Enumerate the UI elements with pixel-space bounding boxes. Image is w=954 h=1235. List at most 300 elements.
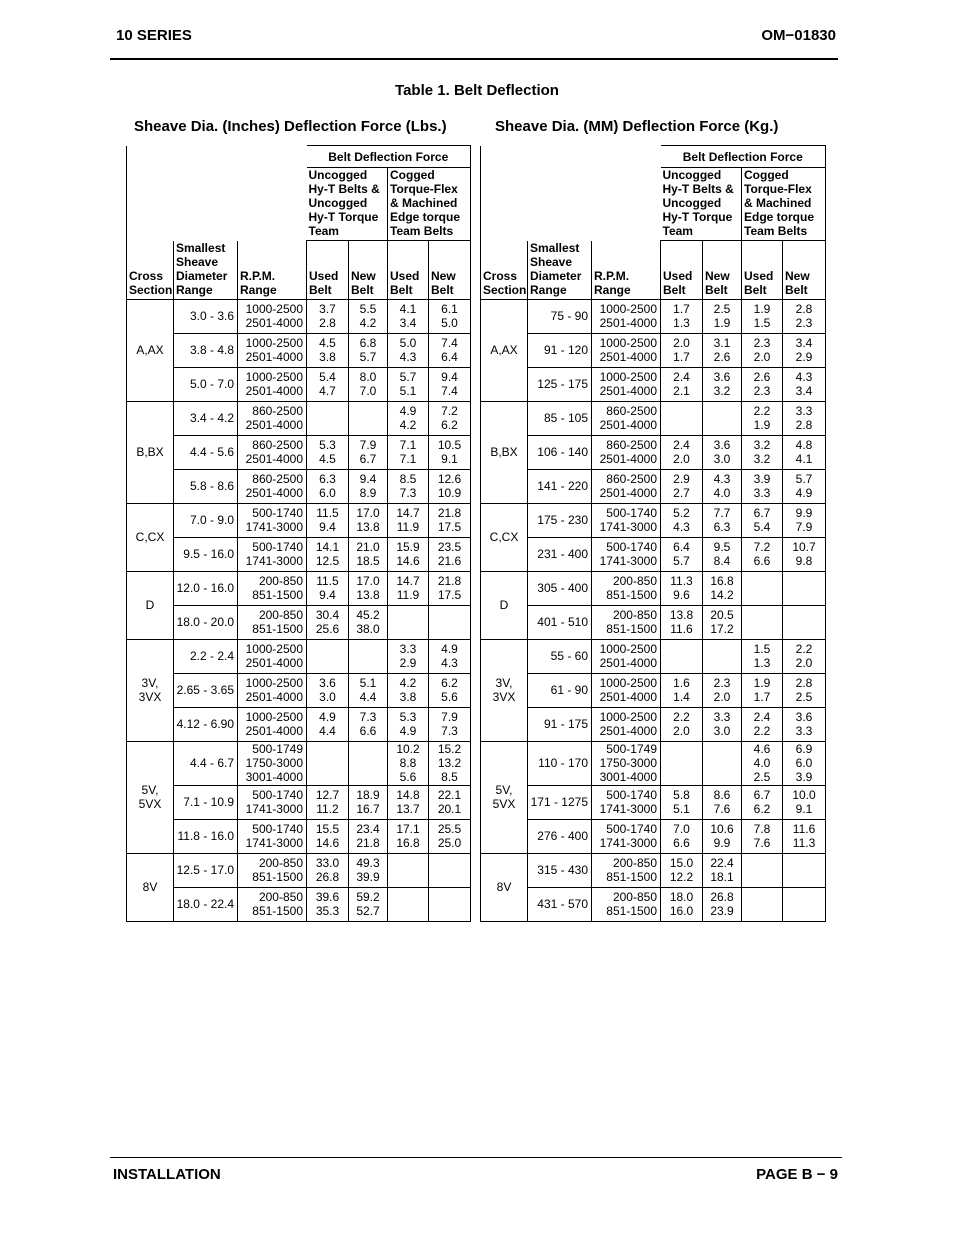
cell-line: 26.8 <box>315 870 340 884</box>
cell-line: 4.2 <box>399 676 417 690</box>
force-value-cell <box>661 503 703 537</box>
rpm-range-cell <box>592 435 661 469</box>
rpm-range-cell <box>238 401 307 435</box>
force-value-cell <box>349 639 388 673</box>
force-value-cell <box>742 537 783 571</box>
rpm-range-cell <box>592 571 661 605</box>
cell-line: A,AX <box>136 343 164 357</box>
rpm-range-cell <box>592 333 661 367</box>
force-value-cell <box>783 469 826 503</box>
cell-line: 11.9 <box>396 520 420 534</box>
force-value-cell <box>661 853 703 887</box>
cell-line: 3.4 <box>399 316 417 330</box>
cell-line: 200-850 <box>612 608 657 622</box>
cell-line: 11.5 <box>316 574 339 588</box>
cell-line: 2.8 <box>795 418 813 432</box>
cell-line: 1.9 <box>713 316 731 330</box>
force-value-cell <box>307 819 349 853</box>
cell-line: Edge torque <box>744 210 815 224</box>
sheave-diameter-cell: 175 - 230 <box>528 503 592 537</box>
cell-line: 11.5 <box>316 506 339 520</box>
cell-line: 2.0 <box>673 336 690 350</box>
cell-line: 2501-4000 <box>599 350 657 364</box>
force-value-cell <box>783 571 826 605</box>
cell-line: 4.8 <box>795 438 813 452</box>
cell-line: 1000-2500 <box>245 302 303 316</box>
cell-line: 2.0 <box>795 656 813 670</box>
header-rpm-range <box>238 241 307 300</box>
cell-line: 21.8 <box>437 574 462 588</box>
force-value-cell <box>349 571 388 605</box>
footer-section: INSTALLATION <box>113 1166 221 1183</box>
table-row <box>481 707 826 741</box>
force-value-cell <box>349 673 388 707</box>
cell-line: 26.8 <box>710 890 734 904</box>
cell-line: D <box>499 598 509 612</box>
cell-line: Cross <box>483 268 518 283</box>
cell-line: 5.6 <box>441 690 458 704</box>
cell-line: 5.0 <box>441 316 458 330</box>
force-value-cell <box>661 537 703 571</box>
cell-line: 39.9 <box>356 870 380 884</box>
cell-line: 2.8 <box>795 676 813 690</box>
cell-line: Range <box>530 282 567 297</box>
table-row <box>481 853 826 887</box>
table-row <box>481 887 826 921</box>
cell-line: 1.9 <box>753 676 771 690</box>
force-value-cell <box>429 639 471 673</box>
cell-line: 7.1 <box>399 452 417 466</box>
cell-line: 7.6 <box>753 836 771 850</box>
header-sheave-diameter <box>528 241 592 300</box>
cell-line: 2.5 <box>795 690 813 704</box>
cell-line: 9.6 <box>673 588 690 602</box>
cell-line: 14.2 <box>710 588 734 602</box>
cell-line: 2.6 <box>753 370 771 384</box>
cell-line: 11.6 <box>792 822 816 836</box>
cell-line: 45.2 <box>356 608 380 622</box>
cell-line: 860-2500 <box>606 438 657 452</box>
cell-line: 3.9 <box>795 770 813 784</box>
cell-line: 16.8 <box>710 574 734 588</box>
cell-line: Section <box>129 282 173 297</box>
cell-line: 4.2 <box>359 316 377 330</box>
header-sheave-diameter <box>174 241 238 300</box>
force-value-cell <box>742 333 783 367</box>
force-value-cell <box>388 401 429 435</box>
cell-line: 4.3 <box>795 370 813 384</box>
header-uncogged <box>661 168 742 241</box>
force-value-cell <box>783 887 826 921</box>
rpm-range-cell <box>592 605 661 639</box>
cell-line: 3V, <box>495 676 513 690</box>
force-value-cell <box>349 299 388 333</box>
cell-line: 2501-4000 <box>599 690 657 704</box>
sheave-diameter-cell: 85 - 105 <box>528 401 592 435</box>
header-uncogged-new <box>349 241 388 300</box>
table-row <box>127 639 471 673</box>
sheave-diameter-cell: 3.0 - 3.6 <box>174 299 238 333</box>
cell-line: 2.3 <box>713 676 731 690</box>
cell-line: 6.3 <box>319 472 336 486</box>
force-value-cell <box>429 741 471 785</box>
cell-line: 2501-4000 <box>245 486 303 500</box>
force-value-cell <box>307 741 349 785</box>
belt-deflection-table-mm <box>480 145 826 922</box>
cell-line: Edge torque <box>390 210 461 224</box>
cell-line: 15.5 <box>315 822 340 836</box>
cell-line: Range <box>594 282 631 297</box>
cell-line: 7.7 <box>713 506 731 520</box>
cell-line: 1.6 <box>673 676 690 690</box>
cell-line: 500-1749 <box>606 742 657 756</box>
rpm-range-cell <box>592 503 661 537</box>
cell-line: Used <box>744 268 774 283</box>
force-value-cell <box>307 785 349 819</box>
cell-line: 860-2500 <box>606 472 657 486</box>
table-row <box>481 673 826 707</box>
cell-line: 1000-2500 <box>599 370 657 384</box>
cell-line: 851-1500 <box>606 588 657 602</box>
cell-line: 14.8 <box>396 788 420 802</box>
rpm-range-cell <box>238 785 307 819</box>
force-value-cell <box>349 605 388 639</box>
force-value-cell <box>661 639 703 673</box>
cell-line: 4.3 <box>713 472 731 486</box>
header-uncogged-used <box>307 241 349 300</box>
force-value-cell <box>742 819 783 853</box>
sheave-diameter-cell: 18.0 - 22.4 <box>174 887 238 921</box>
rpm-range-cell <box>592 673 661 707</box>
cell-line: 3V, <box>141 676 159 690</box>
cell-line: 2.9 <box>673 472 690 486</box>
cell-line: 23.9 <box>710 904 734 918</box>
cell-line: 4.6 <box>753 742 771 756</box>
cell-line: 2.4 <box>673 370 690 384</box>
cell-line: 860-2500 <box>252 472 303 486</box>
sheave-diameter-cell: 91 - 120 <box>528 333 592 367</box>
footer-page-number: PAGE B − 9 <box>756 1166 838 1183</box>
cell-line: Hy-T Belts & <box>662 182 734 196</box>
sheave-diameter-cell: 3.4 - 4.2 <box>174 401 238 435</box>
force-value-cell <box>429 605 471 639</box>
force-value-cell <box>742 673 783 707</box>
cell-line: 1000-2500 <box>245 370 303 384</box>
cell-line: 3.6 <box>713 438 731 452</box>
cell-line: 200-850 <box>258 608 303 622</box>
table-row <box>481 605 826 639</box>
force-value-cell <box>307 571 349 605</box>
cell-line: 21.8 <box>356 836 380 850</box>
cell-line: 4.9 <box>441 642 458 656</box>
cell-line: 6.0 <box>319 486 336 500</box>
force-value-cell <box>349 503 388 537</box>
rpm-range-cell <box>592 741 661 785</box>
cell-line: 2.8 <box>795 302 813 316</box>
rpm-range-cell <box>238 469 307 503</box>
force-value-cell <box>349 887 388 921</box>
force-value-cell <box>661 299 703 333</box>
cross-section-cell <box>127 853 174 921</box>
cell-line: 3.2 <box>753 438 771 452</box>
table-row <box>127 401 471 435</box>
cell-line: 3.2 <box>753 452 771 466</box>
cell-line: 2.2 <box>753 724 771 738</box>
cell-line: Sheave <box>530 254 573 269</box>
cell-line: 21.6 <box>437 554 462 568</box>
cell-line: Range <box>240 282 277 297</box>
cell-line: 7.0 <box>673 822 690 836</box>
cell-line: Belt <box>705 282 728 297</box>
sheave-diameter-cell: 18.0 - 20.0 <box>174 605 238 639</box>
table-row <box>481 785 826 819</box>
force-value-cell <box>388 299 429 333</box>
force-value-cell <box>661 435 703 469</box>
cell-line: 2501-4000 <box>599 384 657 398</box>
force-value-cell <box>429 469 471 503</box>
header-deflection-force: Belt Deflection Force <box>307 146 471 168</box>
cell-line: 3001-4000 <box>599 770 657 784</box>
force-value-cell <box>429 819 471 853</box>
force-value-cell <box>783 401 826 435</box>
cell-line: 6.2 <box>441 418 458 432</box>
sheave-diameter-cell: 110 - 170 <box>528 741 592 785</box>
cell-line: Torque-Flex <box>390 182 458 196</box>
cell-line: New <box>431 268 456 283</box>
cross-section-cell <box>127 401 174 503</box>
cell-line: 1.7 <box>753 690 771 704</box>
cell-line: 1000-2500 <box>599 302 657 316</box>
cell-line: 3VX <box>138 690 162 704</box>
sheave-diameter-cell: 61 - 90 <box>528 673 592 707</box>
force-value-cell <box>388 435 429 469</box>
cell-line: 2501-4000 <box>245 452 303 466</box>
cell-line: 851-1500 <box>606 870 657 884</box>
cell-line: 500-1740 <box>606 540 657 554</box>
force-value-cell <box>783 819 826 853</box>
cell-line: & Machined <box>390 196 458 210</box>
cell-line: Hy-T Torque <box>308 210 379 224</box>
force-value-cell <box>307 537 349 571</box>
cell-line: 3.1 <box>713 336 731 350</box>
cell-line: 20.5 <box>710 608 734 622</box>
cell-line: 500-1740 <box>606 822 657 836</box>
cell-line: Diameter <box>176 268 228 283</box>
cell-line: 1.7 <box>673 302 690 316</box>
cell-line: 9.1 <box>441 452 458 466</box>
cell-line: Team Belts <box>390 224 454 238</box>
cell-line: 13.7 <box>396 802 420 816</box>
cell-line: 2501-4000 <box>245 384 303 398</box>
sheave-diameter-cell: 401 - 510 <box>528 605 592 639</box>
cell-line: 2.1 <box>673 384 690 398</box>
force-value-cell <box>703 785 742 819</box>
rpm-range-cell <box>592 469 661 503</box>
cell-line: Used <box>390 268 420 283</box>
force-value-cell <box>703 707 742 741</box>
cell-line: 7.1 <box>399 438 417 452</box>
force-value-cell <box>429 571 471 605</box>
force-value-cell <box>703 401 742 435</box>
cross-section-cell <box>127 299 174 401</box>
cell-line: 6.7 <box>753 506 771 520</box>
cell-line: 500-1740 <box>252 788 303 802</box>
cell-line: 52.7 <box>356 904 380 918</box>
force-value-cell <box>703 673 742 707</box>
force-value-cell <box>703 605 742 639</box>
cell-line: New <box>785 268 810 283</box>
cell-line: 5.4 <box>753 520 771 534</box>
force-value-cell <box>783 741 826 785</box>
cell-line: 7.4 <box>441 384 458 398</box>
force-value-cell <box>661 605 703 639</box>
cell-line: R.P.M. <box>240 268 276 283</box>
force-value-cell <box>388 469 429 503</box>
cell-line: 11.3 <box>792 836 816 850</box>
cell-line: 3.0 <box>319 690 336 704</box>
force-value-cell <box>661 707 703 741</box>
force-value-cell <box>307 401 349 435</box>
cell-line: 3.3 <box>795 724 813 738</box>
cell-line: New <box>351 268 376 283</box>
cell-line: 2.0 <box>713 690 731 704</box>
cell-line: 8.0 <box>359 370 377 384</box>
cell-line: 49.3 <box>356 856 380 870</box>
rpm-range-cell <box>592 367 661 401</box>
cell-line: 2.0 <box>753 350 771 364</box>
force-value-cell <box>349 537 388 571</box>
cell-line: 10.9 <box>437 486 462 500</box>
cell-line: 200-850 <box>612 574 657 588</box>
cross-section-cell <box>481 571 528 639</box>
belt-deflection-table-inches <box>126 145 471 922</box>
header-uncogged-new <box>703 241 742 300</box>
force-value-cell <box>307 435 349 469</box>
force-value-cell <box>742 605 783 639</box>
cell-line: 1000-2500 <box>599 336 657 350</box>
cell-line: 2.0 <box>673 724 690 738</box>
table-row <box>127 469 471 503</box>
cell-line: 1.3 <box>673 316 690 330</box>
cell-line: 1741-3000 <box>599 836 657 850</box>
cell-line: 5.0 <box>399 336 417 350</box>
cell-line: 2.2 <box>673 710 690 724</box>
cell-line: 2501-4000 <box>599 656 657 670</box>
cell-line: 5.3 <box>399 710 417 724</box>
cell-line: 11.2 <box>316 802 339 816</box>
force-value-cell <box>429 401 471 435</box>
cell-line: 3.0 <box>713 452 731 466</box>
cell-line: B,BX <box>490 445 518 459</box>
sheave-diameter-cell: 2.2 - 2.4 <box>174 639 238 673</box>
sheave-diameter-cell: 276 - 400 <box>528 819 592 853</box>
cell-line: New <box>705 268 730 283</box>
cell-line: 2501-4000 <box>599 316 657 330</box>
force-value-cell <box>388 819 429 853</box>
cell-line: 13.2 <box>437 756 462 770</box>
force-value-cell <box>349 333 388 367</box>
cell-line: 13.8 <box>356 520 380 534</box>
cell-line: 7.9 <box>359 438 377 452</box>
cell-line: 5.4 <box>319 370 336 384</box>
cell-line: 500-1740 <box>252 506 303 520</box>
cell-line: 9.8 <box>795 554 813 568</box>
cell-line: 10.7 <box>792 540 816 554</box>
force-value-cell <box>661 469 703 503</box>
table-row <box>481 401 826 435</box>
cross-section-cell <box>481 639 528 741</box>
rpm-range-cell <box>238 537 307 571</box>
cell-line: Section <box>483 282 527 297</box>
cell-line: 2501-4000 <box>599 724 657 738</box>
sheave-diameter-cell: 4.4 - 6.7 <box>174 741 238 785</box>
cell-line: 11.3 <box>670 574 693 588</box>
cell-line: 7.2 <box>753 540 771 554</box>
cell-line: 4.3 <box>399 350 417 364</box>
force-value-cell <box>429 367 471 401</box>
force-value-cell <box>388 741 429 785</box>
cell-line: 4.3 <box>673 520 690 534</box>
cell-line: 5.3 <box>319 438 336 452</box>
cell-line: 25.5 <box>437 822 462 836</box>
cell-line: Uncogged <box>662 196 722 210</box>
cell-line: Used <box>309 268 339 283</box>
cell-line: A,AX <box>490 343 518 357</box>
header-uncogged-used <box>661 241 703 300</box>
cell-line: 9.1 <box>795 802 813 816</box>
cell-line: 3.3 <box>795 404 813 418</box>
cell-line: 8.5 <box>441 770 458 784</box>
force-value-cell <box>388 639 429 673</box>
cell-line: 17.5 <box>437 588 462 602</box>
cell-line: 12.5 <box>315 554 340 568</box>
cell-line: 6.7 <box>753 788 771 802</box>
force-value-cell <box>742 435 783 469</box>
force-value-cell <box>349 707 388 741</box>
cell-line: Belt <box>390 282 413 297</box>
force-value-cell <box>388 333 429 367</box>
cell-line: 6.8 <box>359 336 377 350</box>
cell-line: 1.5 <box>753 316 771 330</box>
cell-line: 3.9 <box>753 472 771 486</box>
force-value-cell <box>349 785 388 819</box>
cell-line: Torque-Flex <box>744 182 812 196</box>
cell-line: 2501-4000 <box>245 316 303 330</box>
cell-line: Used <box>663 268 693 283</box>
force-value-cell <box>783 435 826 469</box>
cell-line: 1000-2500 <box>599 676 657 690</box>
force-value-cell <box>388 887 429 921</box>
cell-line: 3.8 <box>399 690 417 704</box>
force-value-cell <box>703 571 742 605</box>
force-value-cell <box>703 469 742 503</box>
force-value-cell <box>783 639 826 673</box>
table-row <box>481 299 826 333</box>
force-value-cell <box>783 707 826 741</box>
force-value-cell <box>661 887 703 921</box>
cell-line: Belt <box>351 282 374 297</box>
cell-line: 15.9 <box>396 540 420 554</box>
cell-line: 12.2 <box>669 870 694 884</box>
force-value-cell <box>742 639 783 673</box>
force-value-cell <box>429 537 471 571</box>
force-value-cell <box>307 333 349 367</box>
cell-line: Uncogged <box>662 168 722 182</box>
sheave-diameter-cell: 5.0 - 7.0 <box>174 367 238 401</box>
force-value-cell <box>388 673 429 707</box>
cell-line: 5V, <box>495 783 513 797</box>
force-value-cell <box>661 571 703 605</box>
